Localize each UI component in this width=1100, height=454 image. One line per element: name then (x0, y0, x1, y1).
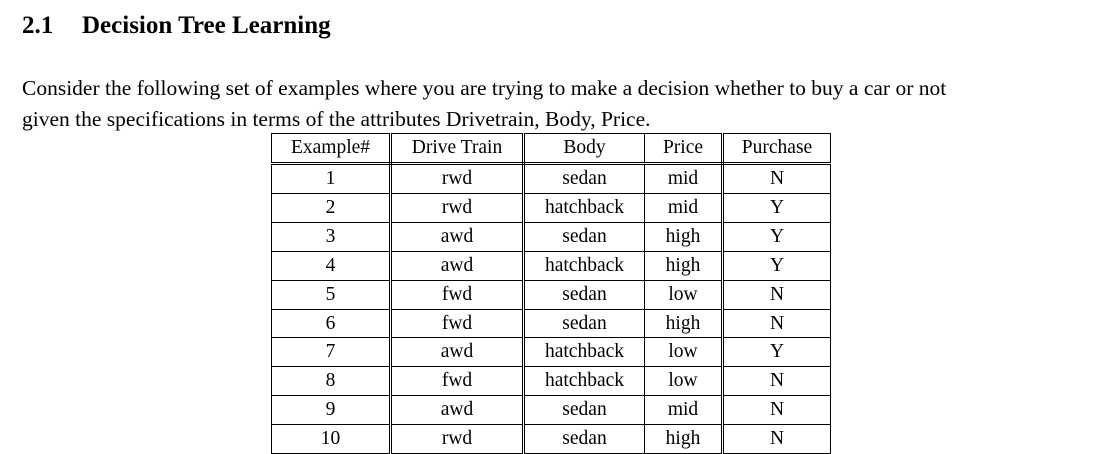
cell-example: 1 (272, 164, 391, 194)
cell-example: 4 (272, 251, 391, 280)
cell-body: hatchback (524, 367, 645, 396)
cell-price: mid (645, 396, 723, 425)
header-drive-train: Drive Train (391, 134, 524, 164)
cell-example: 7 (272, 338, 391, 367)
cell-example: 10 (272, 425, 391, 454)
table-header-row (272, 134, 831, 164)
cell-drive-train: awd (391, 396, 524, 425)
cell-body: sedan (524, 309, 645, 338)
paragraph-line-2: given the specifications in terms of the attributes Drivetrain, Body, Price. (22, 107, 651, 131)
cell-purchase: N (723, 396, 831, 425)
header-purchase: Purchase (723, 134, 831, 164)
cell-price: high (645, 251, 723, 280)
cell-price: high (645, 425, 723, 454)
table-row (272, 251, 831, 280)
cell-purchase: Y (723, 338, 831, 367)
cell-example: 6 (272, 309, 391, 338)
paragraph-line-1: Consider the following set of examples where you are trying to make a decision whether to buy a car or not (22, 76, 947, 100)
examples-table (271, 133, 831, 454)
cell-drive-train: rwd (391, 425, 524, 454)
table-row (272, 338, 831, 367)
cell-purchase: Y (723, 251, 831, 280)
cell-example: 9 (272, 396, 391, 425)
cell-body: hatchback (524, 193, 645, 222)
header-price: Price (645, 134, 723, 164)
intro-paragraph (22, 73, 1092, 135)
cell-body: sedan (524, 222, 645, 251)
cell-body: hatchback (524, 338, 645, 367)
cell-purchase: N (723, 164, 831, 194)
cell-purchase: N (723, 367, 831, 396)
section-number: 2.1 (22, 12, 54, 39)
cell-drive-train: awd (391, 338, 524, 367)
cell-drive-train: rwd (391, 164, 524, 194)
table-row (272, 309, 831, 338)
cell-body: sedan (524, 280, 645, 309)
cell-price: low (645, 280, 723, 309)
cell-example: 2 (272, 193, 391, 222)
table-row (272, 280, 831, 309)
cell-price: high (645, 222, 723, 251)
cell-body: sedan (524, 396, 645, 425)
cell-example: 5 (272, 280, 391, 309)
table-row (272, 396, 831, 425)
cell-purchase: N (723, 425, 831, 454)
cell-drive-train: fwd (391, 367, 524, 396)
table-row (272, 367, 831, 396)
table-row (272, 222, 831, 251)
cell-body: hatchback (524, 251, 645, 280)
cell-price: low (645, 338, 723, 367)
cell-drive-train: awd (391, 251, 524, 280)
cell-purchase: N (723, 280, 831, 309)
cell-price: low (645, 367, 723, 396)
table-row (272, 164, 831, 194)
cell-price: high (645, 309, 723, 338)
cell-purchase: N (723, 309, 831, 338)
cell-price: mid (645, 193, 723, 222)
cell-purchase: Y (723, 193, 831, 222)
table-row (272, 425, 831, 454)
section-heading (22, 12, 331, 40)
cell-drive-train: fwd (391, 309, 524, 338)
cell-drive-train: fwd (391, 280, 524, 309)
cell-body: sedan (524, 425, 645, 454)
header-example: Example# (272, 134, 391, 164)
cell-purchase: Y (723, 222, 831, 251)
cell-price: mid (645, 164, 723, 194)
header-body: Body (524, 134, 645, 164)
section-title: Decision Tree Learning (82, 12, 331, 39)
cell-example: 3 (272, 222, 391, 251)
cell-example: 8 (272, 367, 391, 396)
cell-drive-train: awd (391, 222, 524, 251)
cell-body: sedan (524, 164, 645, 194)
cell-drive-train: rwd (391, 193, 524, 222)
table-row (272, 193, 831, 222)
